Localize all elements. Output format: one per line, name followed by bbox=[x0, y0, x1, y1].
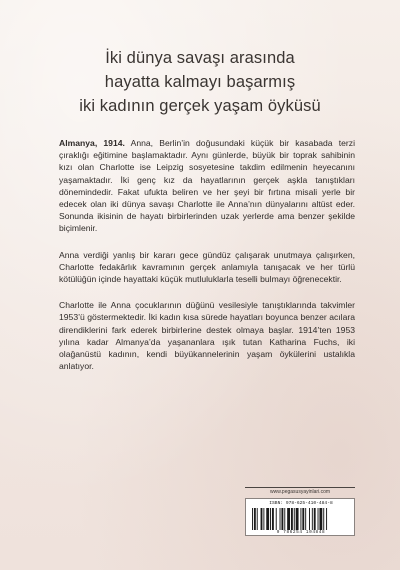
barcode-bar bbox=[252, 508, 253, 530]
barcode-bar bbox=[314, 508, 316, 530]
barcode-bar bbox=[291, 508, 293, 530]
barcode-bar bbox=[263, 508, 264, 530]
blurb-text bbox=[59, 137, 355, 386]
barcode-bar bbox=[309, 508, 310, 530]
barcode-bar bbox=[300, 508, 301, 530]
barcode-bar bbox=[261, 508, 263, 530]
isbn-text: ISBN: 978-625-410-484-8 bbox=[269, 501, 333, 506]
barcode-digits: 9 786254 104848 bbox=[276, 530, 326, 535]
barcode-bar bbox=[294, 508, 295, 530]
barcode-bars bbox=[252, 508, 350, 530]
barcode-bar bbox=[312, 508, 313, 530]
blurb-paragraph-1 bbox=[59, 137, 355, 235]
barcode-bar bbox=[323, 508, 324, 530]
blurb-paragraph-1-text: Anna, Berlin’in doğusundaki küçük bir kasabada terzi çıraklığı eğitimine başlamaktadır. Aynı günlerde, büyük bir toprak sahibinin kızı olan Charlotte ise Leipzig sosyetesine takdim edilmenin heyecanını yaşamaktadır. İki genç kız da hayatlarının gerçek aşkla tanıştıkları dönemindedir. Fakat ufukta beliren ve her şeyi bir fırtına misali yerle bir edecek olan iki dünya savaşı Charlotte ile Anna’nın dünyalarını altüst eder. Sonunda ikisinin de hayatı birbirlerinden uzak yerlerde ama benzer şekilde biçimlenir. bbox=[59, 138, 355, 234]
barcode-bar bbox=[305, 508, 306, 530]
headline-line-1: İki dünya savaşı arasında bbox=[105, 49, 295, 67]
barcode-bar bbox=[272, 508, 274, 530]
barcode bbox=[245, 498, 355, 536]
barcode-bar bbox=[287, 508, 290, 530]
barcode-bar bbox=[326, 508, 327, 530]
barcode-bar bbox=[284, 508, 285, 530]
barcode-bar bbox=[319, 508, 322, 530]
barcode-bar bbox=[281, 508, 283, 530]
blurb-paragraph-2: Anna verdiği yanlış bir kararı gece gündüz çalışarak unutmaya çalışırken, Charlotte fedakârlık kavramının gerçek anlamıyla tanışacak ve her türlü kötülüğün içinde hayattaki küçük mutluluklarla teselli bulmayı öğrenecektir. bbox=[59, 249, 355, 285]
blurb-lead: Almanya, 1914. bbox=[59, 138, 125, 148]
barcode-bar bbox=[266, 508, 269, 530]
blurb-paragraph-3: Charlotte ile Anna çocuklarının düğünü vesilesiyle tanıştıklarında takvimler 1953’ü göstermektedir. İki kadın kısa sürede hayatları boyunca benzer acılara direndiklerini fark ederek birbirlerine destek olmaya başlar. 1914’ten 1953 yılına kadar Almanya’da yaşananlara ışık tutan Katharina Fuchs, iki olağanüstü kadının, kendi büyükannelerinin yaşam öykülerini ustalıkla anlatıyor. bbox=[59, 300, 355, 372]
barcode-bar bbox=[318, 508, 319, 530]
headline-line-2: hayatta kalmayı başarmış bbox=[104, 73, 296, 91]
barcode-bar bbox=[257, 508, 258, 530]
barcode-bar bbox=[302, 508, 304, 530]
barcode-bar bbox=[254, 508, 256, 530]
headline-line-3: iki kadının gerçek yaşam öyküsü bbox=[79, 97, 321, 115]
barcode-bar bbox=[270, 508, 271, 530]
back-cover-headline bbox=[50, 46, 350, 118]
publisher-url: www.pegasusyayinlari.com bbox=[245, 487, 355, 497]
barcode-bar bbox=[296, 508, 299, 530]
barcode-bar bbox=[280, 508, 281, 530]
barcode-bar bbox=[276, 508, 277, 530]
